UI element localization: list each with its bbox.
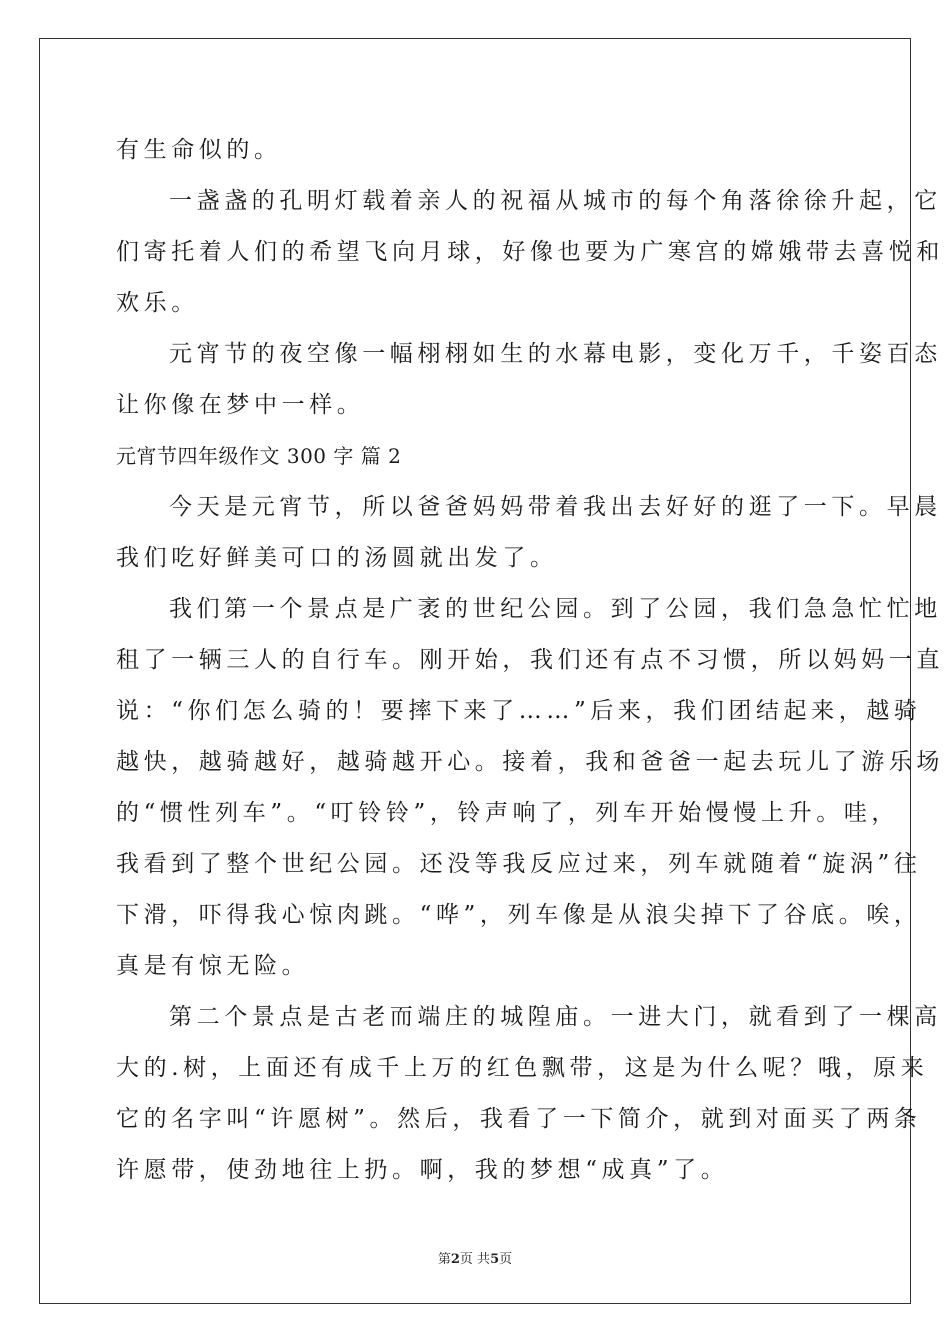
footer-current-page: 2 [450,1252,460,1267]
text-line: 我看到了整个世纪公园。还没等我反应过来，列车就随着“旋涡”往 [116,851,922,877]
text-line: 有生命似的。 [116,137,282,163]
text-line: 大的.树，上面还有成千上万的红色飘带，这是为什么呢？哦，原来 [116,1055,929,1081]
text-line: 今天是元宵节，所以爸爸妈妈带着我出去好好的逛了一下。早晨 [169,494,942,520]
footer-total-pages: 5 [490,1252,500,1267]
text-line: 说：“你们怎么骑的！要摔下来了……”后来，我们团结起来，越骑 [116,698,922,724]
section-1 [116,125,944,431]
text-line: 它的名字叫“许愿树”。然后，我看了一下简介，就到对面买了两条 [116,1106,922,1132]
paragraph [116,329,942,431]
text-line: 越快，越骑越好，越骑越开心。接着，我和爸爸一起去玩儿了游乐场 [116,749,944,775]
footer-prefix: 第 [437,1252,451,1267]
paragraph [116,584,944,992]
document-body [116,125,944,1196]
paragraph [116,176,944,329]
text-line: 一盏盏的孔明灯载着亲人的祝福从城市的每个角落徐徐升起，它 [169,188,942,214]
footer-suffix: 页 [499,1252,513,1267]
text-line: 第二个景点是古老而端庄的城隍庙。一进大门，就看到了一棵高 [169,1004,942,1030]
text-line: 真是有惊无险。 [116,953,310,979]
paragraph [116,125,836,176]
section-heading: 元宵节四年级作文 300 字 篇 2 [116,444,402,468]
text-line: 们寄托着人们的希望飞向月球，好像也要为广寒宫的嫦娥带去喜悦和 [116,239,944,265]
page-footer [0,1248,950,1267]
text-line: 租了一辆三人的自行车。刚开始，我们还有点不习惯，所以妈妈一直 [116,647,944,673]
text-line: 我们吃好鲜美可口的汤圆就出发了。 [116,545,558,571]
text-line: 元宵节的夜空像一幅栩栩如生的水幕电影，变化万千，千姿百态 [169,341,942,367]
text-line: 让你像在梦中一样。 [116,392,365,418]
paragraph [116,992,942,1196]
text-line: 我们第一个景点是广袤的世纪公园。到了公园，我们急急忙忙地 [169,596,942,622]
paragraph [116,482,942,584]
text-line: 的“惯性列车”。“叮铃铃”，铃声响了，列车开始慢慢上升。哇， [116,800,900,826]
footer-mid: 页 共 [459,1252,491,1267]
text-line: 欢乐。 [116,290,199,316]
text-line: 下滑，吓得我心惊肉跳。“哗”，列车像是从浪尖掉下了谷底。唉， [116,902,922,928]
text-line: 许愿带，使劲地往上扔。啊，我的梦想“成真”了。 [116,1157,729,1183]
section-2 [116,482,944,1196]
